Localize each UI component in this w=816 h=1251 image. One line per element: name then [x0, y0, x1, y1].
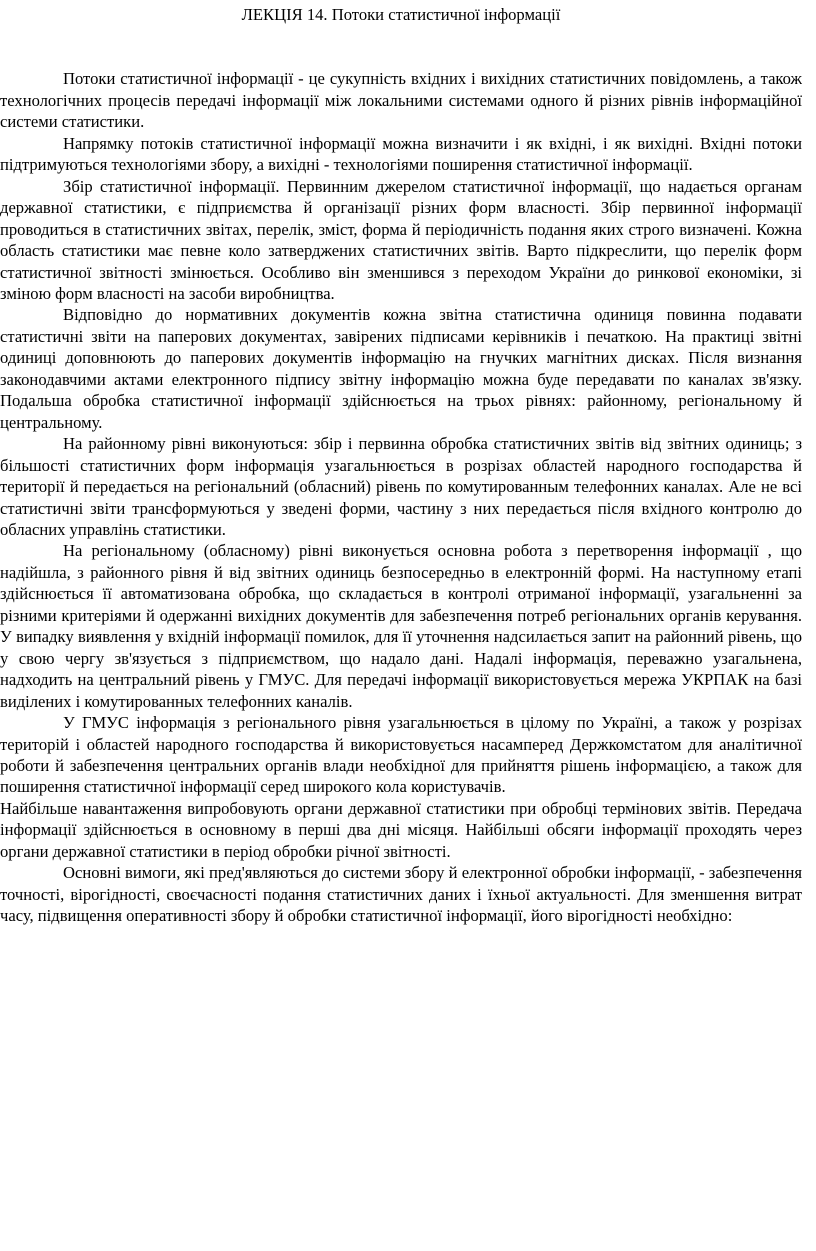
paragraph-district-level: На районному рівні виконуються: збір і первинна обробка статистичних звітів від звітних одиниць; з більшості статистичних форм інформація узагальнюється в розрізах областей народного господарства й території й передається на регіональний (обласний) рівень по комутированным телефонних каналах. Але не всі статистичні звіти трансформуються у зведені форми, частину з них передається після вхідного контролю до обласних управлінь статистики. — [0, 434, 802, 539]
paragraph-workload: Найбільше навантаження випробовують органи державної статистики при обробці термінових звітів. Передача інформації здійснюється в основному в перші два дні місяця. Найбільші обсяги інформації проходять через органи державної статистики в період обробки річної звітності. — [0, 798, 802, 861]
paragraph-definition: Потоки статистичної інформації - це сукупність вхідних і вихідних статистичних повідомлень, а також технологічних процесів передачі інформації між локальними системами одного й різних рівнів інформаційної системи статистики. — [0, 69, 802, 132]
paragraph-normative-documents: Відповідно до нормативних документів кожна звітна статистична одиниця повинна подавати статистичні звіти на паперових документах, завірених підписами керівників і печаткою. На практиці звітні одиниці доповнюють до паперових документів інформацію на гнучких магнітних дисках. Після визнання законодавчими актами електронного підпису звітну інформацію можна буде передавати по каналах зв'язку. Подальша обробка статистичної інформації здійснюється на трьох рівнях: районному, регіональному й центральному. — [0, 305, 802, 432]
paragraph-gmus: У ГМУС інформація з регіонального рівня узагальнюється в цілому по Україні, а також у розрізах територій і областей народного господарства й використовується насамперед Держкомстатом для аналітичної роботи й забезпечення центральних органів влади необхідної для прийняття рішень інформацією, а також для поширення статистичної інформації серед широкого кола користувачів. — [0, 713, 802, 797]
paragraph-data-collection: Збір статистичної інформації. Первинним джерелом статистичної інформації, що надається органам державної статистики, є підприємства й організації різних форм власності. Збір первинної інформації проводиться в статистичних звітах, перелік, зміст, форма й періодичність подання яких строго визначені. Кожна область статистики має певне коло затверджених статистичних звітів. Варто підкреслити, що перелік форм статистичної звітності змінюється. Особливо він зменшився з переходом України до ринкової економіки, зі зміною форм власності на засоби виробництва. — [0, 176, 802, 303]
paragraph-flow-directions: Напрямку потоків статистичної інформації можна визначити і як вхідні, і як вихідні. Вхідні потоки підтримуються технологіями збору, а вихідні - технологіями поширення статистичної інформації. — [0, 133, 802, 175]
lecture-title: ЛЕКЦІЯ 14. Потоки статистичної інформації — [241, 5, 561, 24]
paragraph-regional-level: На регіональному (обласному) рівні виконується основна робота з перетворення інформації , що надійшла, з районного рівня й від звітних одиниць безпосередньо в електронній формі. На наступному етапі здійснюється її автоматизована обробка, що складається в контролі отриманої інформації, узагальненні за різними критеріями й одержанні вихідних документів для забезпечення потреб регіональних органів керування. У випадку виявлення у вхідній інформації помилок, для її уточнення надсилається запит на районний рівень, що у свою чергу зв'язується з підприємством, що надало дані. Надалі інформація, переважно узагальнена, надходить на центральний рівень у ГМУС. Для передачі інформації використовується мережа УКРПАК на базі виділених і комутированных телефонних каналів. — [0, 541, 802, 711]
paragraph-requirements: Основні вимоги, які пред'являються до системи збору й електронної обробки інформації, - забезпечення точності, вірогідності, своєчасності подання статистичних даних і їхньої актуальності. Для зменшення витрат часу, підвищення оперативності збору й обробки статистичної інформації, його вірогідності необхідно: — [0, 863, 802, 926]
